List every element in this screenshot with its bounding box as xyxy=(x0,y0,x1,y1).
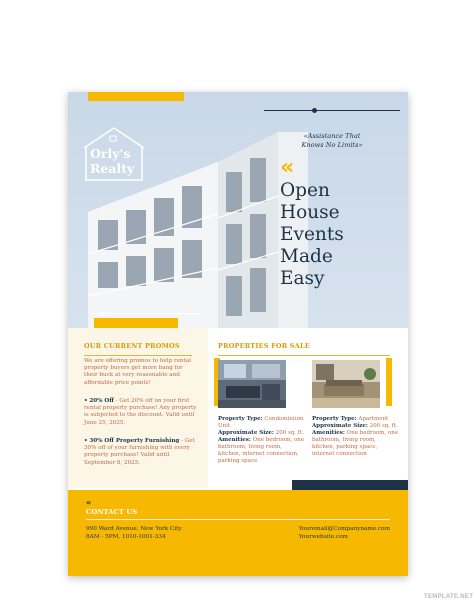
headline-line1: Open xyxy=(280,180,330,201)
headline-line2: House xyxy=(280,202,340,223)
website-link[interactable]: Yourwebsite.com xyxy=(298,533,348,540)
promos-intro: We are offering promos to help rental property buyers get more bang for their buck at very reasonable and affordable price points! xyxy=(84,358,191,386)
contact-title: CONTACT US xyxy=(86,508,138,516)
brand-name-line1: Orly's xyxy=(90,146,131,161)
property-type: Property Type: Condominium Unit xyxy=(218,416,304,429)
property-amenities: Amenities: One bedroom, one bathroom, living room, kitchen, internet connection, parking space xyxy=(218,437,305,464)
email-link[interactable]: Youremail@Companyname.com xyxy=(298,526,390,532)
tagline-dot xyxy=(312,108,317,113)
address-line: 990 Ward Avenue, New York City xyxy=(86,526,182,532)
top-accent-bar xyxy=(88,92,184,101)
promo-text: - Get 20% off on your first rental property purchase! Any property is subjected to the discount. Valid until June 25, 2025. xyxy=(84,398,197,426)
property-details xyxy=(218,416,306,465)
promo-text: - Get 30% off of your furnishing with every property purchase! Valid until September 8, 2025. xyxy=(84,438,195,466)
promos-section xyxy=(68,328,208,488)
contact-rule xyxy=(86,519,390,520)
headline-line3: Events xyxy=(280,224,344,245)
promo-lead: 30% Off Property Furnishing xyxy=(89,438,180,444)
property-size: Approximate Size: 200 sq. ft. xyxy=(218,430,304,436)
watermark: TEMPLATE.NET xyxy=(424,594,474,600)
promo-lead: 20% Off xyxy=(89,398,114,404)
bullet: • xyxy=(84,398,88,404)
promo-item xyxy=(84,438,198,467)
promo-item xyxy=(84,398,198,427)
properties-title: PROPERTIES FOR SALE xyxy=(218,342,310,350)
brand-name xyxy=(90,146,134,176)
hero-dot xyxy=(100,311,105,316)
property-photo-apartment xyxy=(312,360,380,408)
hero-section xyxy=(68,92,408,328)
flyer xyxy=(68,92,408,576)
promos-rule xyxy=(84,355,192,356)
hours-line: 8AM - 5PM, 1010-1001-334 xyxy=(86,533,166,540)
properties-rule xyxy=(218,355,390,356)
photo-accent-bar xyxy=(386,358,392,406)
contact-online xyxy=(299,526,390,541)
tagline-line2: Knows No Limits» xyxy=(301,141,363,149)
logo xyxy=(82,124,146,182)
property-type: Property Type: Apartment xyxy=(312,416,389,422)
tagline xyxy=(284,132,380,150)
hero-divider xyxy=(92,313,202,314)
hero-accent-bar xyxy=(94,318,178,328)
property-amenities: Amenities: One bedroom, one bathroom, living room, kitchen, parking space, internet connection xyxy=(312,430,399,457)
brand-name-line2: Realty xyxy=(90,161,135,176)
headline-line4: Made xyxy=(280,246,333,267)
headline-chevrons-icon: « xyxy=(280,155,288,180)
footer-accent-strip xyxy=(292,480,408,490)
contact-address xyxy=(86,526,182,541)
contact-chevrons-icon: « xyxy=(86,498,90,507)
bullet: • xyxy=(84,438,88,444)
property-details xyxy=(312,416,400,458)
tagline-line1: «Assistance That xyxy=(303,132,361,140)
property-photo-condo xyxy=(218,360,286,408)
contact-footer xyxy=(68,490,408,576)
tagline-divider xyxy=(264,110,400,111)
headline-line5: Easy xyxy=(280,268,325,289)
properties-section xyxy=(208,328,408,488)
promos-title: OUR CURRENT PROMOS xyxy=(84,342,180,350)
property-size: Approximate Size: 200 sq. ft. xyxy=(312,423,398,429)
headline xyxy=(280,180,404,290)
